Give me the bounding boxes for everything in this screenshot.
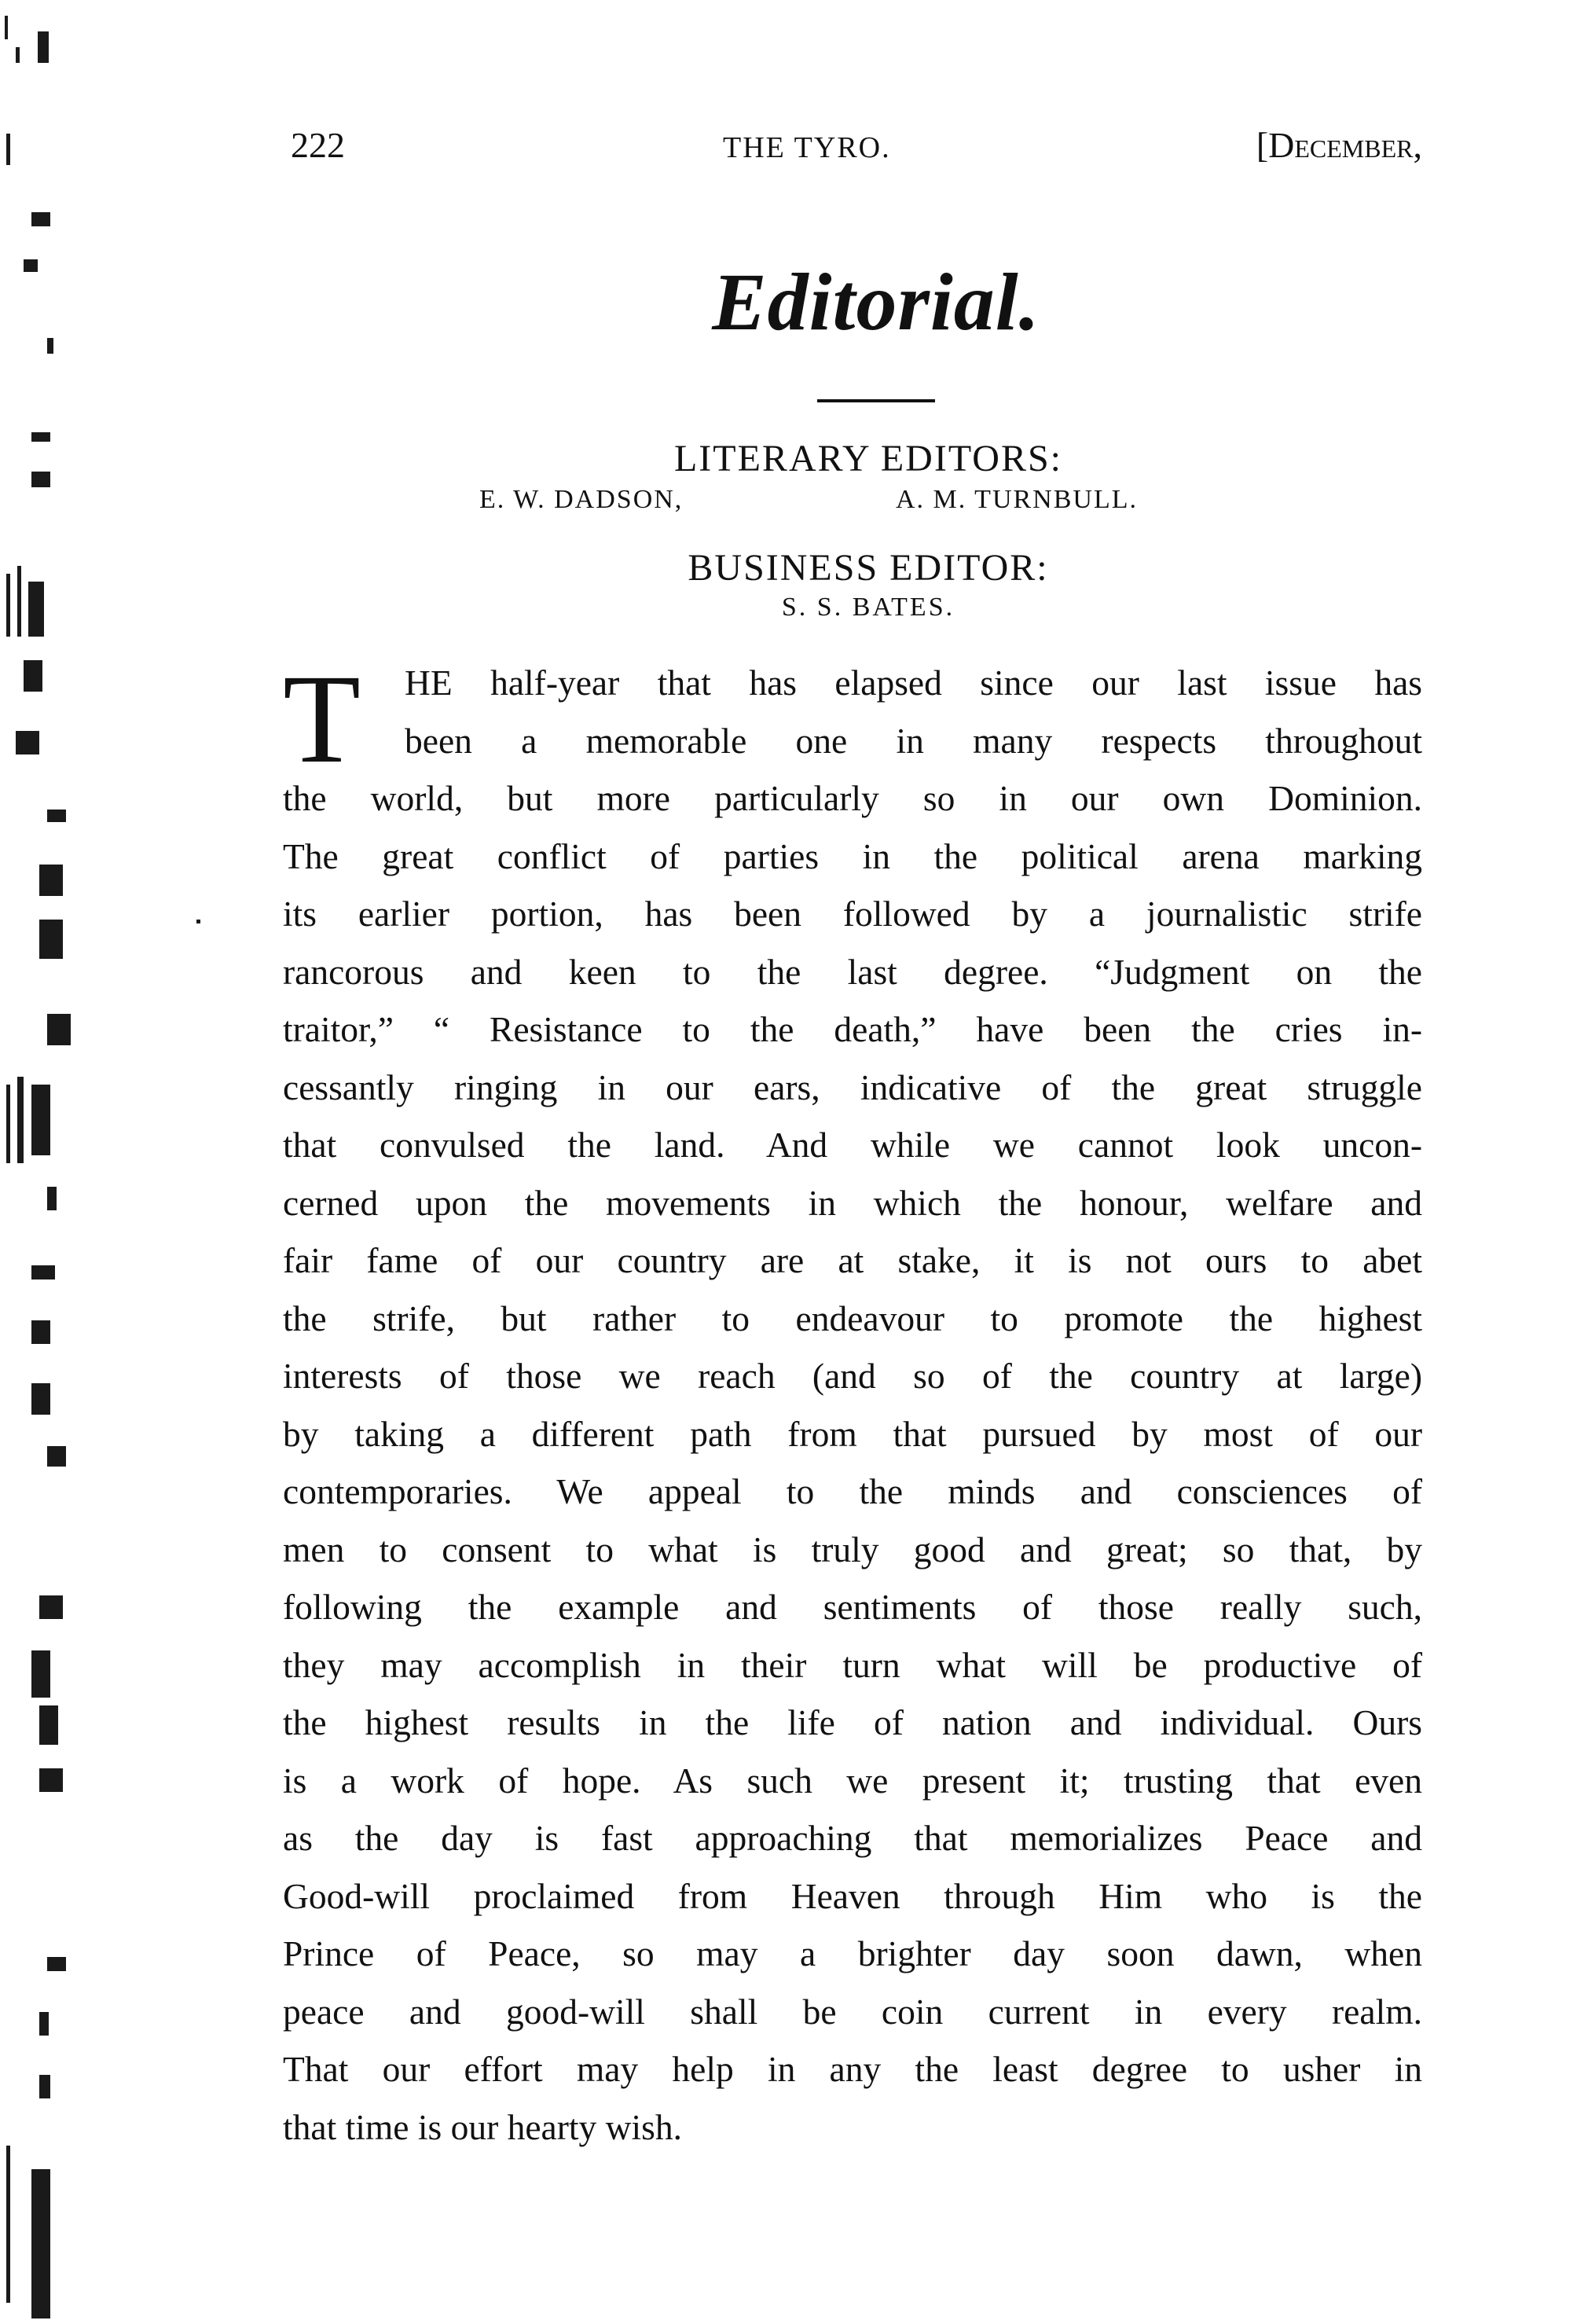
section-title: Editorial. (712, 257, 1040, 347)
article-line: they may accomplish in their turn what will be productive of (283, 1644, 1422, 1685)
article-line: Good-will proclaimed from Heaven through Him who is the (283, 1875, 1422, 1916)
binding-margin (0, 0, 102, 2324)
article-line: its earlier portion, has been followed by a journalistic strife (283, 894, 1422, 934)
article-line: interests of those we reach (and so of the country at large) (283, 1356, 1422, 1396)
business-editor-name: S. S. BATES. (781, 593, 955, 622)
article-line: following the example and sentiments of those really such, (283, 1587, 1422, 1627)
business-editor-heading: BUSINESS EDITOR: (688, 547, 1049, 589)
article-line: traitor,” “ Resistance to the death,” have been the cries in- (283, 1009, 1422, 1049)
editorial-staff (283, 437, 1422, 622)
article-line: been a memorable one in many respects throughout (405, 720, 1422, 761)
running-head (283, 118, 1422, 173)
article-line: by taking a different path from that pursued by most of our (283, 1413, 1422, 1454)
article-line: The great conflict of parties in the political arena marking (283, 835, 1422, 876)
journal-title: THE TYRO. (723, 131, 891, 164)
literary-editors-names (283, 485, 1422, 523)
article-line: men to consent to what is truly good and great; so that, by (283, 1529, 1422, 1570)
article-line: Prince of Peace, so may a brighter day soon dawn, when (283, 1933, 1422, 1973)
article-line: cerned upon the movements in which the honour, welfare and (283, 1182, 1422, 1223)
article-line: the highest results in the life of nation and individual. Ours (283, 1702, 1422, 1742)
page-number: 222 (291, 125, 345, 165)
article-line: rancorous and keen to the last degree. “Judgment on the (283, 951, 1422, 992)
article-lines (283, 649, 1422, 2156)
article-line: HE half-year that has elapsed since our last issue has (405, 663, 1422, 703)
drop-cap: T (283, 649, 361, 790)
literary-editor-2: A. M. TURNBULL. (896, 485, 1138, 514)
article-line: That our effort may help in any the least degree to usher in (283, 2049, 1422, 2089)
article-line: that time is our hearty wish. (283, 2106, 682, 2147)
article-line: as the day is fast approaching that memorializes Peace and (283, 1818, 1422, 1858)
article-line: the world, but more particularly so in our own Dominion. (283, 778, 1422, 818)
literary-editors-heading: LITERARY EDITORS: (673, 438, 1062, 479)
article-line: contemporaries. We appeal to the minds and consciences of (283, 1471, 1422, 1511)
article-line: the strife, but rather to endeavour to promote the highest (283, 1298, 1422, 1338)
issue-month: [December, (1256, 125, 1422, 165)
article-line: peace and good-will shall be coin current in every realm. (283, 1991, 1422, 2032)
article-line: fair fame of our country are at stake, it is not ours to abet (283, 1240, 1422, 1280)
editorial-article (283, 649, 1422, 2156)
literary-editor-1: E. W. DADSON, (479, 485, 684, 514)
title-rule (817, 399, 935, 402)
page-content (283, 118, 1422, 2156)
article-line: cessantly ringing in our ears, indicative of the great struggle (283, 1067, 1422, 1107)
article-line: is a work of hope. As such we present it; trusting that even (283, 1760, 1422, 1801)
article-line: that convulsed the land. And while we cannot look uncon- (283, 1125, 1422, 1165)
